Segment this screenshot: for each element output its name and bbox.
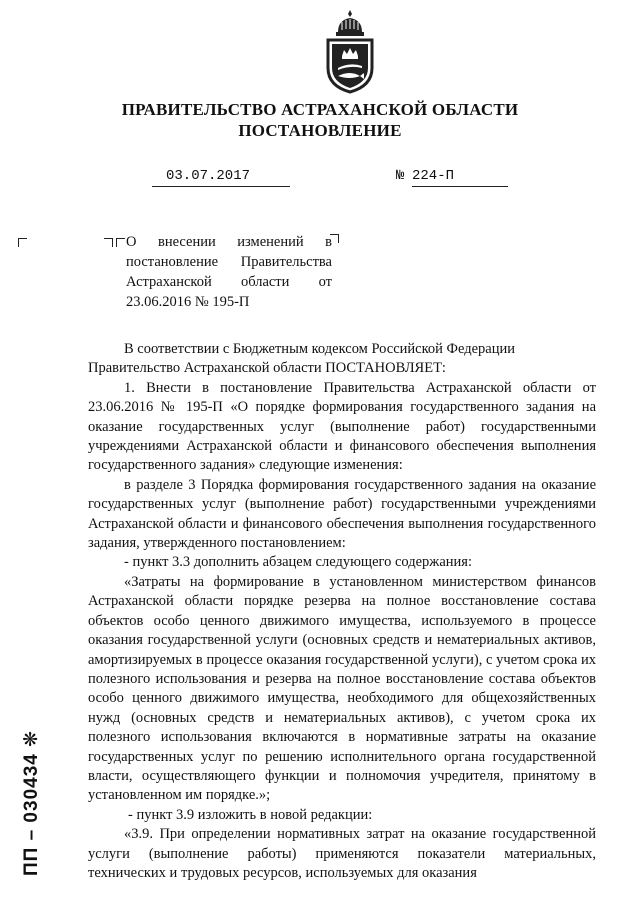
coat-of-arms-icon <box>324 8 376 94</box>
document-body <box>88 340 596 883</box>
corner-mark-subject-left-inner <box>116 238 125 247</box>
subject-line-1: О внесении изменений в <box>126 234 332 250</box>
doc-date: 03.07.2017 <box>166 168 251 184</box>
body-paragraph: Правительство Астраханской области ПОСТАНОВЛЯЕТ: <box>88 360 446 377</box>
subject-line-2: постановление Правительства <box>126 254 332 270</box>
doc-number: 224-П <box>412 168 455 184</box>
doc-number-field <box>412 168 508 187</box>
org-title: ПРАВИТЕЛЬСТВО АСТРАХАНСКОЙ ОБЛАСТИ <box>121 100 519 119</box>
side-stamp-text: ПП – 030434 ❋ <box>21 729 42 876</box>
doc-type-title: ПОСТАНОВЛЕНИЕ <box>238 121 402 140</box>
subject-block <box>126 232 332 312</box>
body-paragraph: В соответствии с Бюджетным кодексом Российской Федерации <box>124 341 516 357</box>
subject-line-3: Астраханской области от <box>126 274 332 290</box>
doc-date-field <box>152 168 290 187</box>
corner-mark-subject-left <box>104 238 113 247</box>
body-paragraph: «Затраты на формирование в установленном министерством финансов Астраханской области порядке резерва на полное восстановление состава объектов особо ценного движимого имущества, используемого в процессе оказания государственной услуги (основных средств и нематериальных активов, амортизируемых в процессе оказания государственной услуги), с учетом срока их полезного использования и резерва на полное восстановление состава объектов особо ценного движимого имущества, необходимого для общехозяйственных нужд (основных средств и нематериальных активов), с учетом срока их полезного использования включаются в нормативные затраты на оказание государственных услуг по решению исполнительного органа государственной власти, осуществляющего функции и полномочия учредителя, принятому в установленном им порядке.»; <box>88 573 596 804</box>
body-paragraph: «3.9. При определении нормативных затрат на оказание государственной услуги (выполнение работы) применяются показатели материальных, технических и трудовых ресурсов, используемых для оказания <box>88 826 596 881</box>
body-paragraph: в разделе 3 Порядка формирования государственного задания на оказание государственных услуг (выполнение работ) государственными учреждениями Астраханской области и финансового обеспечения выполнения государственного задания, утвержденного постановлением: <box>88 476 596 552</box>
side-registration-stamp <box>14 680 54 880</box>
body-paragraph: 1. Внести в постановление Правительства Астраханской области от 23.06.2016 № 195-П «О порядке формирования государственного задания на оказание государственных услуг (выполнение работ) государственными учреждениями Астраханской области и финансового обеспечения выполнения государственного задания» следующие изменения: <box>88 379 596 474</box>
body-paragraph: - пункт 3.3 дополнить абзацем следующего содержания: <box>124 554 472 571</box>
corner-mark-left <box>18 238 27 247</box>
body-paragraph: - пункт 3.9 изложить в новой редакции: <box>128 806 373 823</box>
doc-number-prefix: № <box>396 168 405 184</box>
subject-line-4: 23.06.2016 № 195-П <box>126 294 250 310</box>
